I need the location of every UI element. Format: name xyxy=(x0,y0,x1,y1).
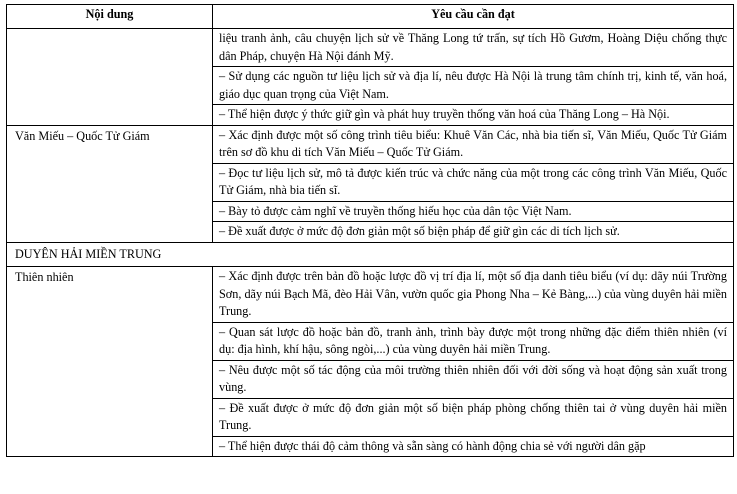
requirement-item: liệu tranh ảnh, câu chuyện lịch sử về Thăng Long tứ trấn, sự tích Hồ Gươm, Hoàng Diệu chống thực dân Pháp, chuyện Hà Nội đánh Mỹ. xyxy=(213,29,733,67)
document-page xyxy=(6,4,734,457)
requirement-item: – Đọc tư liệu lịch sử, mô tả được kiến trúc và chức năng của một trong các công trình Văn Miếu, Quốc Tử Giám, nhà bia tiến sĩ. xyxy=(213,164,733,202)
table-header-row xyxy=(7,5,734,29)
requirements-cell xyxy=(213,267,734,457)
section-title: DUYÊN HẢI MIỀN TRUNG xyxy=(7,242,734,267)
requirement-item: – Thể hiện được ý thức giữ gìn và phát huy truyền thống văn hoá của Thăng Long – Hà Nội. xyxy=(219,107,670,121)
requirement-item: – Xác định được một số công trình tiêu biểu: Khuê Văn Các, nhà bia tiến sĩ, Văn Miếu, Quốc Tử Giám trên sơ đồ khu di tích Văn Miếu – Quốc Tử Giám. xyxy=(213,126,733,164)
requirement-item: – Bày tỏ được cảm nghĩ về truyền thống hiếu học của dân tộc Việt Nam. xyxy=(213,202,733,223)
requirements-cell xyxy=(213,125,734,242)
requirement-item: – Sử dụng các nguồn tư liệu lịch sử và địa lí, nêu được Hà Nội là trung tâm chính trị, kinh tế, văn hoá, giáo dục quan trọng của Việt Nam. xyxy=(213,67,733,105)
table-row xyxy=(7,29,734,126)
requirement-item: – Thể hiện được thái độ cảm thông và sẵn sàng có hành động chia sẻ với người dân gặp xyxy=(219,438,646,453)
requirement-item: – Đề xuất được ở mức độ đơn giản một số biện pháp để giữ gìn các di tích lịch sử. xyxy=(219,224,620,238)
table-row xyxy=(7,267,734,457)
requirements-cell xyxy=(213,29,734,126)
header-content: Nội dung xyxy=(7,5,213,29)
requirement-item: – Xác định được trên bản đồ hoặc lược đồ vị trí địa lí, một số địa danh tiêu biểu (ví dụ: dãy núi Trường Sơn, dãy núi Bạch Mã, đèo Hải Vân, vườn quốc gia Phong Nha – Kẻ Bàng,...) của vùng duyên hải miền Trung. xyxy=(213,267,733,323)
topic-cell xyxy=(7,29,213,126)
requirement-item: – Nêu được một số tác động của môi trường thiên nhiên đối với đời sống và hoạt động sản xuất trong vùng. xyxy=(213,361,733,399)
section-row xyxy=(7,242,734,267)
curriculum-table xyxy=(6,4,734,457)
table-row xyxy=(7,125,734,242)
header-requirements: Yêu cầu cần đạt xyxy=(213,5,734,29)
topic-cell: Văn Miếu – Quốc Tử Giám xyxy=(7,125,213,242)
requirement-item: – Đề xuất được ở mức độ đơn giản một số biện pháp phòng chống thiên tai ở vùng duyên hải miền Trung. xyxy=(213,399,733,437)
requirement-item: – Quan sát lược đồ hoặc bản đồ, tranh ảnh, trình bày được một trong những đặc điểm thiên nhiên (ví dụ: địa hình, khí hậu, sông ngòi,...) của vùng duyên hải miền Trung. xyxy=(213,323,733,361)
topic-cell: Thiên nhiên xyxy=(7,267,213,457)
